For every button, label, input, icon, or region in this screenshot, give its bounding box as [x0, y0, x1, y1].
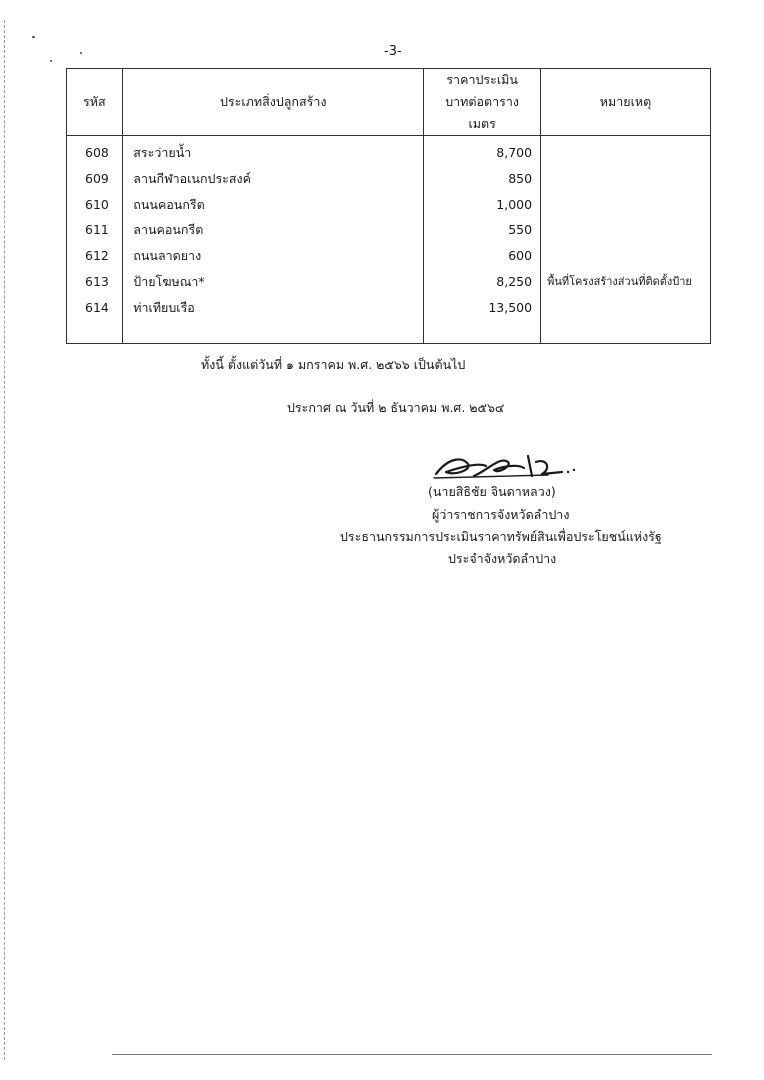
table-row: [67, 243, 711, 269]
row-type: ป้ายโฆษณา*: [123, 269, 424, 295]
row-code: 608: [67, 136, 123, 166]
announcement-date-text: ประกาศ ณ วันที่ ๒ ธันวาคม พ.ศ. ๒๕๖๔: [287, 400, 505, 415]
row-code: 614: [67, 295, 123, 321]
scan-speck: [32, 36, 35, 38]
scan-speck: [50, 60, 52, 62]
signer-title-committee: ประธานกรรมการประเมินราคาทรัพย์สินเพื่อประโยชน์แห่งรัฐ: [340, 529, 662, 544]
row-note: [541, 192, 711, 218]
row-type: ถนนคอนกรีต: [123, 192, 424, 218]
scan-bottom-line: [112, 1054, 712, 1055]
effective-date-text: ทั้งนี้ ตั้งแต่วันที่ ๑ มกราคม พ.ศ. ๒๕๖๖ เป็นต้นไป: [201, 357, 466, 372]
scan-margin-line: [4, 20, 6, 1060]
row-price: 13,500: [424, 295, 541, 321]
scan-speck: [80, 52, 82, 54]
header-note: หมายเหตุ: [541, 69, 711, 136]
row-price: 8,250: [424, 269, 541, 295]
header-price: [424, 69, 541, 136]
row-price: 8,700: [424, 136, 541, 166]
table-row: [67, 192, 711, 218]
row-price: 1,000: [424, 192, 541, 218]
header-price-line2: บาทต่อตารางเมตร: [445, 94, 520, 131]
filler-cell: [541, 321, 711, 344]
row-code: 611: [67, 217, 123, 243]
header-type: ประเภทสิ่งปลูกสร้าง: [123, 69, 424, 136]
signer-title-province: ประจำจังหวัดลำปาง: [448, 551, 557, 566]
row-type: ลานคอนกรีต: [123, 217, 424, 243]
signer-title-governor: ผู้ว่าราชการจังหวัดลำปาง: [432, 507, 570, 522]
row-note: พื้นที่โครงสร้างส่วนที่ติดตั้งป้าย: [541, 269, 711, 295]
row-price: 550: [424, 217, 541, 243]
row-note: [541, 217, 711, 243]
row-code: 609: [67, 166, 123, 192]
table-row: [67, 269, 711, 295]
table-row: [67, 136, 711, 166]
signer-name: (นายสิธิชัย จินดาหลวง): [428, 484, 556, 499]
row-type: ลานกีฬาอเนกประสงค์: [123, 166, 424, 192]
handwritten-signature: [428, 448, 578, 484]
row-note: [541, 295, 711, 321]
row-note: [541, 136, 711, 166]
filler-cell: [67, 321, 123, 344]
table-filler-row: [67, 321, 711, 344]
row-note: [541, 243, 711, 269]
valuation-table: [66, 68, 711, 344]
table-row: [67, 217, 711, 243]
header-code: รหัส: [67, 69, 123, 136]
header-price-line1: ราคาประเมิน: [446, 72, 518, 87]
row-type: ถนนลาดยาง: [123, 243, 424, 269]
table-row: [67, 166, 711, 192]
row-type: สระว่ายน้ำ: [123, 136, 424, 166]
row-price: 850: [424, 166, 541, 192]
row-code: 612: [67, 243, 123, 269]
table-row: [67, 295, 711, 321]
page-number: -3-: [384, 44, 402, 59]
row-code: 610: [67, 192, 123, 218]
row-price: 600: [424, 243, 541, 269]
row-type: ท่าเทียบเรือ: [123, 295, 424, 321]
table-header-row: [67, 69, 711, 136]
filler-cell: [123, 321, 424, 344]
row-code: 613: [67, 269, 123, 295]
filler-cell: [424, 321, 541, 344]
row-note: [541, 166, 711, 192]
